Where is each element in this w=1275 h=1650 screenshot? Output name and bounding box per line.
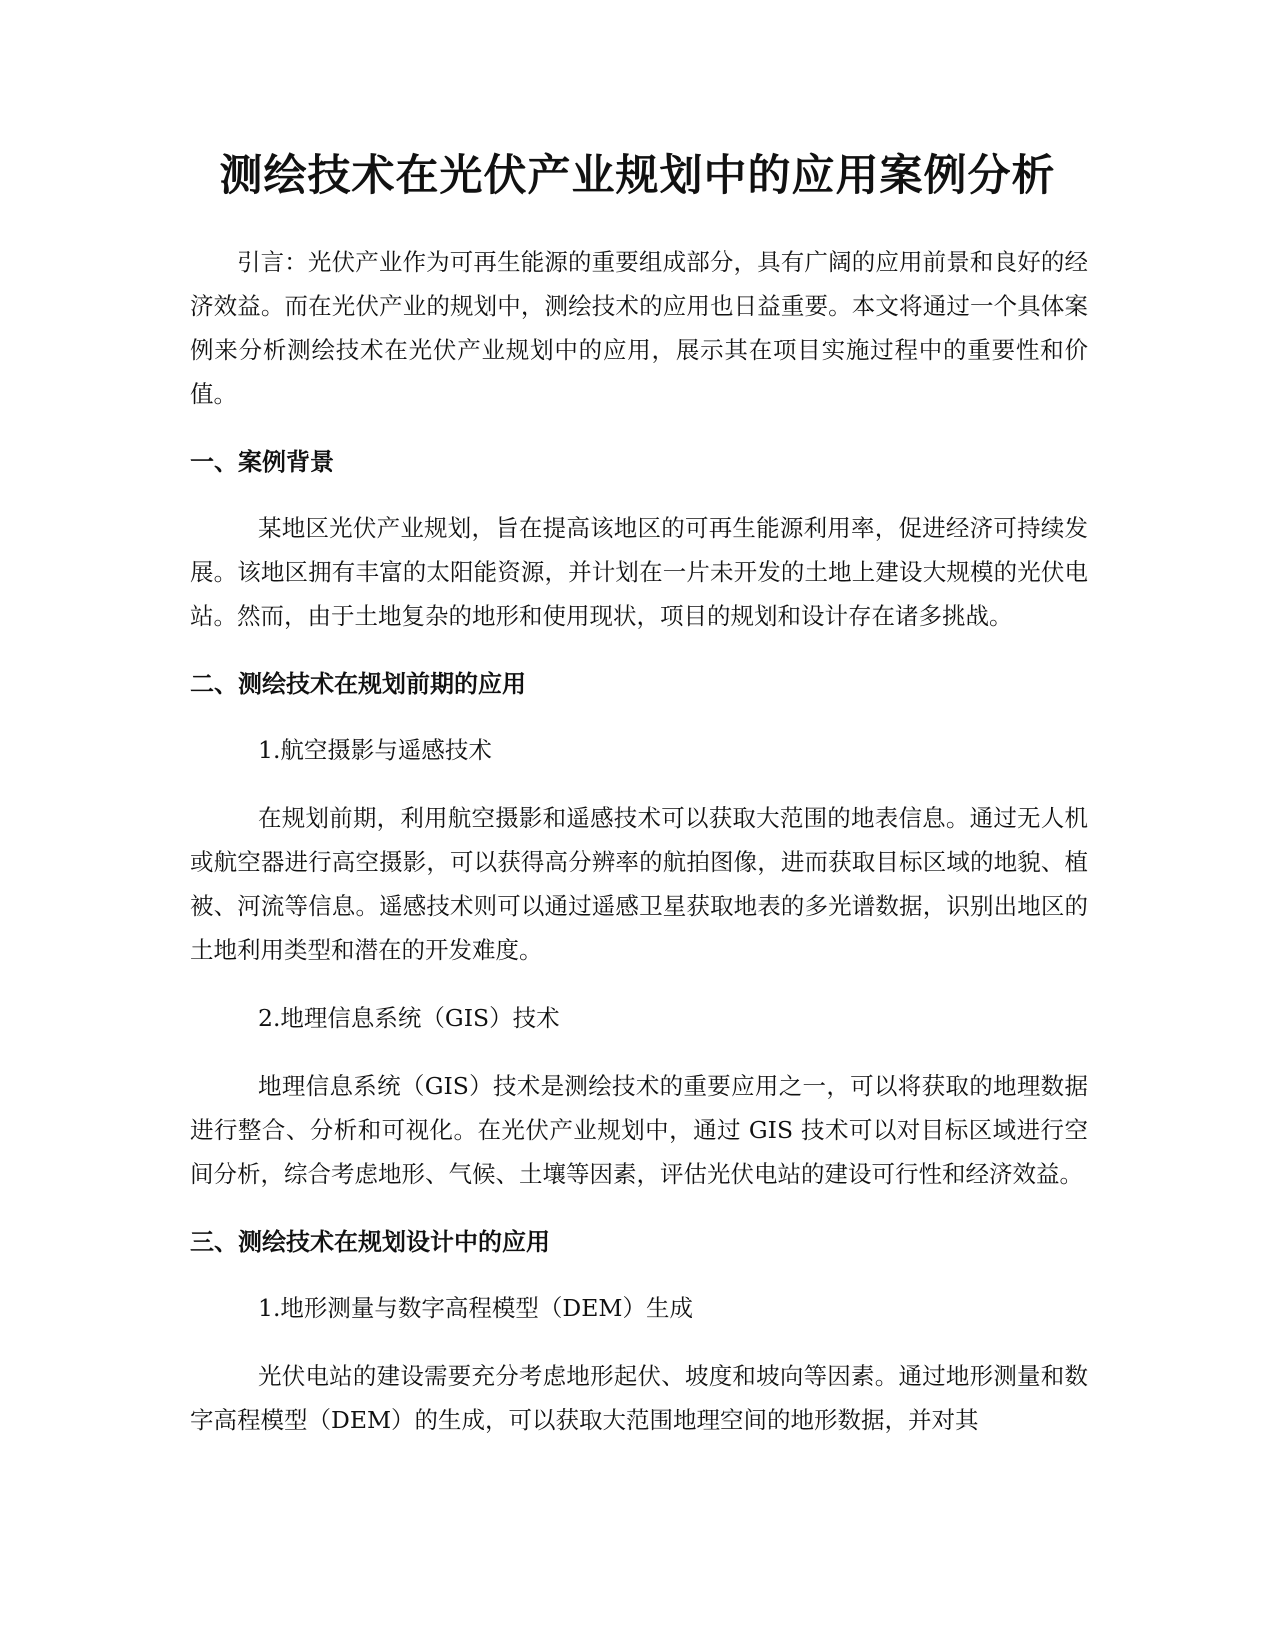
section-2-subheading-1: 1.航空摄影与遥感技术 — [258, 736, 492, 764]
section-2-paragraph-2: 地理信息系统（GIS）技术是测绘技术的重要应用之一，可以将获取的地理数据进行整合、分析和可视化。在光伏产业规划中，通过 GIS 技术可以对目标区域进行空间分析，综合考虑地形、气候、土壤等因素，评估光伏电站的建设可行性和经济效益。 — [190, 1072, 1088, 1188]
intro-paragraph: 引言：光伏产业作为可再生能源的重要组成部分，具有广阔的应用前景和良好的经济效益。而在光伏产业的规划中，测绘技术的应用也日益重要。本文将通过一个具体案例来分析测绘技术在光伏产业规划中的应用，展示其在项目实施过程中的重要性和价值。 — [190, 248, 1088, 408]
section-3-subheading-1: 1.地形测量与数字高程模型（DEM）生成 — [258, 1294, 693, 1322]
section-3-paragraph-1: 光伏电站的建设需要充分考虑地形起伏、坡度和坡向等因素。通过地形测量和数字高程模型（DEM）的生成，可以获取大范围地理空间的地形数据，并对其 — [190, 1362, 1088, 1434]
section-3-heading: 三、测绘技术在规划设计中的应用 — [190, 1228, 550, 1256]
document-body — [190, 240, 1088, 1466]
section-2-heading: 二、测绘技术在规划前期的应用 — [190, 670, 526, 698]
section-2-paragraph-1: 在规划前期，利用航空摄影和遥感技术可以获取大范围的地表信息。通过无人机或航空器进行高空摄影，可以获得高分辨率的航拍图像，进而获取目标区域的地貌、植被、河流等信息。遥感技术则可以通过遥感卫星获取地表的多光谱数据，识别出地区的土地利用类型和潜在的开发难度。 — [190, 804, 1088, 964]
section-1-heading: 一、案例背景 — [190, 448, 334, 476]
section-1-paragraph: 某地区光伏产业规划，旨在提高该地区的可再生能源利用率，促进经济可持续发展。该地区拥有丰富的太阳能资源，并计划在一片未开发的土地上建设大规模的光伏电站。然而，由于土地复杂的地形和使用现状，项目的规划和设计存在诸多挑战。 — [190, 514, 1088, 630]
section-2-subheading-2: 2.地理信息系统（GIS）技术 — [258, 1004, 560, 1032]
document-title: 测绘技术在光伏产业规划中的应用案例分析 — [219, 151, 1056, 201]
